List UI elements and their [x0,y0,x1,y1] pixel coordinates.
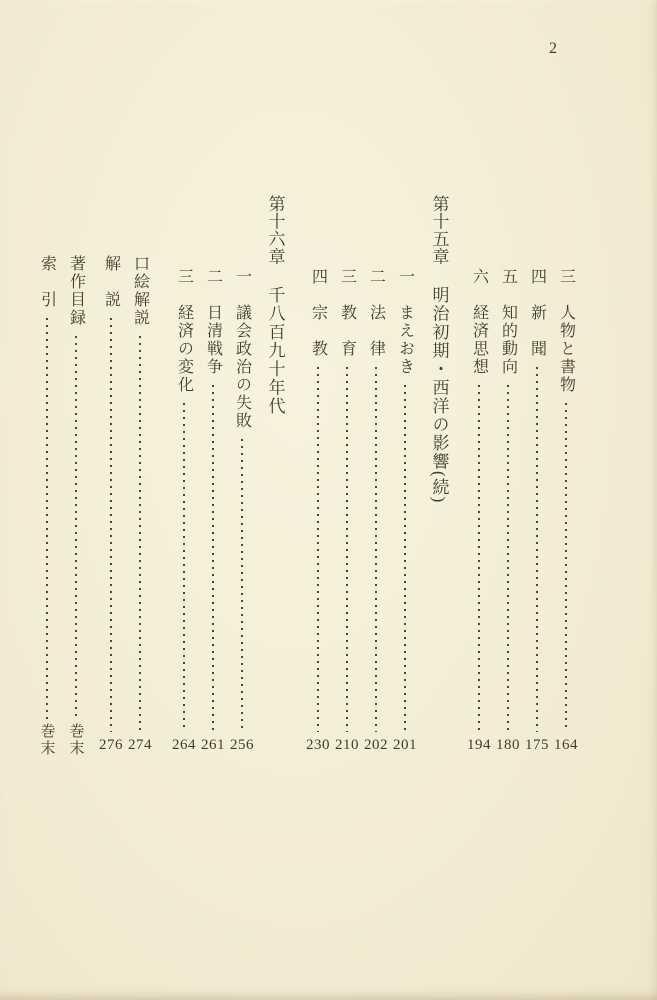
chapter-number: 第十五章 [429,195,449,265]
item-title: 新 聞 [528,304,546,358]
page-ref: 256 [230,737,254,753]
item-title: 議会政治の失敗 [233,304,251,430]
toc-item-preface [391,195,419,755]
toc-item-commentary [97,195,125,755]
item-title: 解 説 [102,255,120,309]
item-number: 一 [233,268,251,284]
page-ref: 201 [393,737,417,753]
page-ref: 276 [99,737,123,753]
toc-chapter-16 [261,195,289,755]
item-title: 経済思想 [470,304,488,376]
item-number: 五 [499,268,517,284]
item-title: 宗 教 [309,304,327,358]
dotted-leader [478,385,480,732]
item-number: 二 [204,268,222,284]
item-title: 法 律 [367,304,385,358]
toc-item-people-and-books [552,195,580,755]
item-number: 二 [367,268,385,284]
page-ref: 202 [364,737,388,753]
dotted-leader [375,367,377,732]
dotted-leader [183,403,185,732]
page-ref: 210 [335,737,359,753]
item-number: 三 [557,268,575,284]
page-ref: 巻末 [67,723,84,757]
dotted-leader [404,385,406,732]
dotted-leader [212,385,214,732]
toc-item-intellectual-trends [494,195,522,755]
page-ref: 180 [496,737,520,753]
item-title: 索 引 [38,255,56,309]
dotted-leader [241,439,243,732]
dotted-leader [317,367,319,732]
toc-item-index [33,195,61,755]
dotted-leader [536,367,538,732]
item-title: 知的動向 [499,304,517,376]
item-title: 人物と書物 [557,304,575,394]
item-title: まえおき [396,304,414,376]
item-title: 著作目録 [67,255,85,327]
toc-item-economic-change [170,195,198,755]
toc-chapter-15 [425,195,453,755]
item-title: 日清戦争 [204,304,222,376]
dotted-leader [565,403,567,732]
page-ref: 264 [172,737,196,753]
page-ref: 175 [525,737,549,753]
item-title: 口絵解説 [131,255,149,327]
dotted-leader [139,336,141,732]
dotted-leader [75,336,77,720]
item-number: 四 [528,268,546,284]
chapter-title: 明治初期・西洋の影響(続) [429,286,449,504]
page-ref: 261 [201,737,225,753]
page-ref: 194 [467,737,491,753]
page-ref: 巻末 [38,723,55,757]
toc-item-education [333,195,361,755]
toc-item-sino-japanese-war [199,195,227,755]
dotted-leader [46,318,48,720]
item-title: 教 育 [338,304,356,358]
dotted-leader [346,367,348,732]
page-ref: 274 [128,737,152,753]
toc-item-law [362,195,390,755]
table-of-contents [33,195,580,755]
toc-item-economic-thought [465,195,493,755]
item-number: 六 [470,268,488,284]
toc-item-bibliography [62,195,90,755]
item-number: 四 [309,268,327,284]
toc-item-newspapers [523,195,551,755]
item-number: 一 [396,268,414,284]
page-ref: 164 [554,737,578,753]
chapter-number: 第十六章 [265,195,285,265]
toc-item-religion [304,195,332,755]
item-title: 経済の変化 [175,304,193,394]
item-number: 三 [175,268,193,284]
dotted-leader [507,385,509,732]
chapter-title: 千八百九十年代 [265,286,285,416]
toc-item-failure-of-parliamentary-politics [228,195,256,755]
page-number: 2 [549,40,558,57]
toc-item-frontispiece-notes [126,195,154,755]
item-number: 三 [338,268,356,284]
page-ref: 230 [306,737,330,753]
dotted-leader [110,318,112,732]
